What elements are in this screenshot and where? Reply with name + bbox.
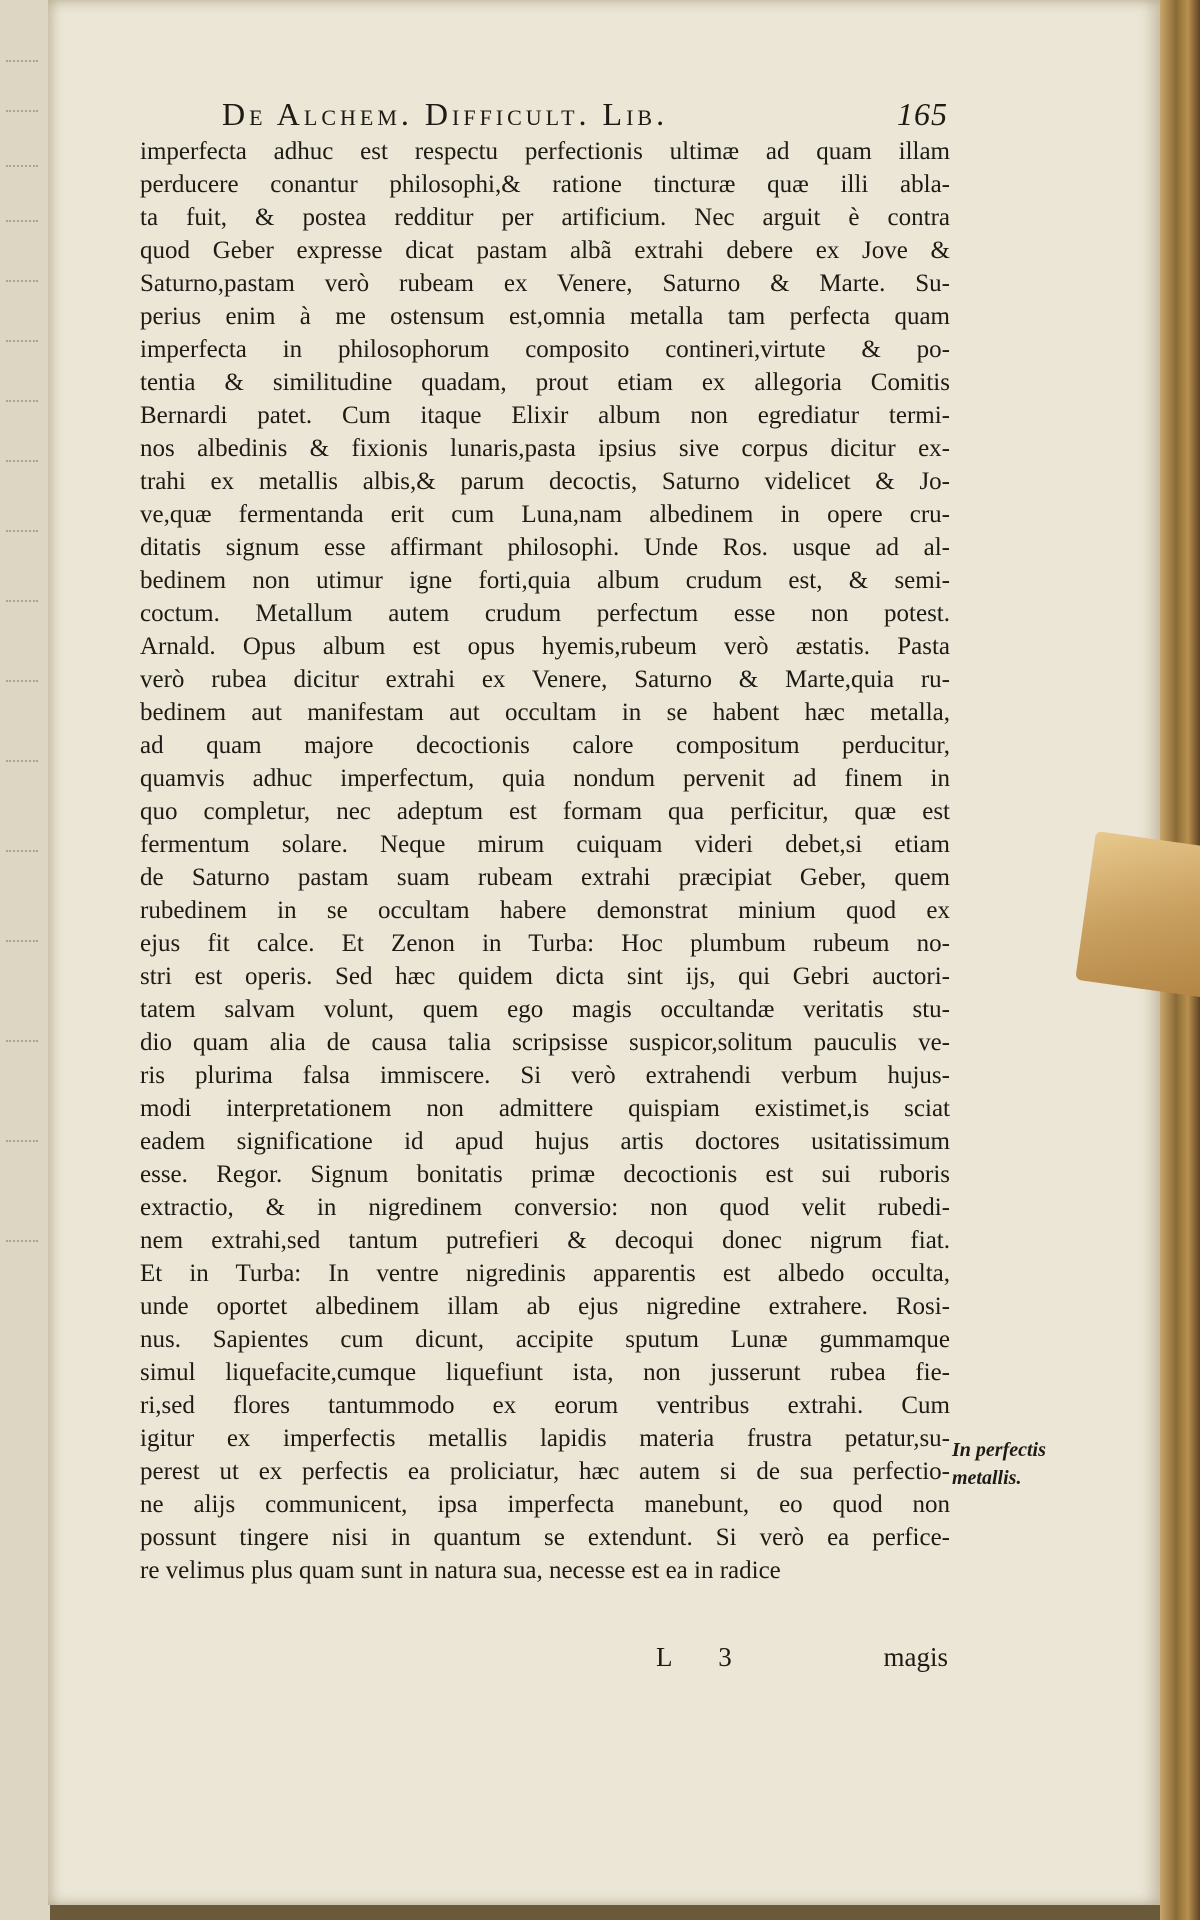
text-line: rubedinem in se occultam habere demonstrat minium quod ex xyxy=(140,897,950,924)
text-line: ris plurima falsa immiscere. Si verò extrahendi verbum hujus- xyxy=(140,1062,950,1089)
text-line: nos albedinis & fixionis lunaris,pasta ipsius sive corpus dicitur ex- xyxy=(140,435,950,462)
text-line: fermentum solare. Neque mirum cuiquam videri debet,si etiam xyxy=(140,831,950,858)
text-line: bedinem non utimur igne forti,quia album crudum est, & semi- xyxy=(140,567,950,594)
text-line: imperfecta adhuc est respectu perfectionis ultimæ ad quam illam xyxy=(140,138,950,165)
bleed-through-line xyxy=(6,680,38,696)
text-line: nus. Sapientes cum dicunt, accipite sputum Lunæ gummamque xyxy=(140,1326,950,1353)
text-line: perest ut ex perfectis ea proliciatur, hæc autem si de sua perfectio- xyxy=(140,1458,950,1485)
catchword: magis xyxy=(883,1642,948,1672)
text-line: Saturno,pastam verò rubeam ex Venere, Saturno & Marte. Su- xyxy=(140,270,950,297)
text-line: re velimus plus quam sunt in natura sua, necesse est ea in radice xyxy=(140,1557,781,1584)
text-line: tatem salvam volunt, quem ego magis occultandæ veritatis stu- xyxy=(140,996,950,1023)
text-line: trahi ex metallis albis,& parum decoctis, Saturno videlicet & Jo- xyxy=(140,468,950,495)
bleed-through-line xyxy=(6,1140,38,1156)
bleed-through-line xyxy=(6,940,38,956)
page-number: 165 xyxy=(897,96,948,132)
book-page xyxy=(48,0,1160,1905)
text-line: imperfecta in philosophorum composito contineri,virtute & po- xyxy=(140,336,950,363)
text-line: perius enim à me ostensum est,omnia metalla tam perfecta quam xyxy=(140,303,950,330)
text-line: simul liquefacite,cumque liquefiunt ista, non jusserunt rubea fie- xyxy=(140,1359,950,1386)
text-line: tentia & similitudine quadam, prout etiam ex allegoria Comitis xyxy=(140,369,950,396)
text-line: ri,sed flores tantummodo ex eorum ventribus extrahi. Cum xyxy=(140,1392,950,1419)
bleed-through-line xyxy=(6,60,38,76)
bleed-through-line xyxy=(6,850,38,866)
page-footer xyxy=(648,1642,948,1678)
running-head: De Alchem. Difficult. Lib. xyxy=(222,96,669,132)
wooden-bookmark xyxy=(1075,831,1200,999)
bleed-through-line xyxy=(6,600,38,616)
bleed-through-line xyxy=(6,340,38,356)
text-line: quod Geber expresse dicat pastam albã extrahi debere ex Jove & xyxy=(140,237,950,264)
text-line: modi interpretationem non admittere quispiam existimet,is sciat xyxy=(140,1095,950,1122)
bleed-through-line xyxy=(6,280,38,296)
marginal-note-line: In perfectis xyxy=(952,1439,1046,1461)
text-line: dio quam alia de causa talia scripsisse suspicor,solitum pauculis ve- xyxy=(140,1029,950,1056)
page-header xyxy=(222,96,948,138)
text-line: ad quam majore decoctionis calore compositum perducitur, xyxy=(140,732,950,759)
text-line: nem extrahi,sed tantum putrefieri & decoqui donec nigrum fiat. xyxy=(140,1227,950,1254)
text-line: coctum. Metallum autem crudum perfectum esse non potest. xyxy=(140,600,950,627)
text-line: esse. Regor. Signum bonitatis primæ decoctionis est sui ruboris xyxy=(140,1161,950,1188)
text-line: quamvis adhuc imperfectum, quia nondum pervenit ad finem in xyxy=(140,765,950,792)
text-line: verò rubea dicitur extrahi ex Venere, Saturno & Marte,quia ru- xyxy=(140,666,950,693)
text-line: ne alijs communicent, ipsa imperfecta manebunt, eo quod non xyxy=(140,1491,950,1518)
text-line: ditatis signum esse affirmant philosophi. Unde Ros. usque ad al- xyxy=(140,534,950,561)
body-text xyxy=(140,135,950,1587)
text-line: ta fuit, & postea redditur per artificium. Nec arguit è contra xyxy=(140,204,950,231)
text-line: Et in Turba: In ventre nigredinis apparentis est albedo occulta, xyxy=(140,1260,950,1287)
bleed-through-line xyxy=(6,1240,38,1256)
bleed-through-line xyxy=(6,400,38,416)
bleed-through-line xyxy=(6,760,38,776)
text-line: Bernardi patet. Cum itaque Elixir album non egrediatur termi- xyxy=(140,402,950,429)
bleed-through-line xyxy=(6,165,38,181)
text-line: perducere conantur philosophi,& ratione tincturæ quæ illi abla- xyxy=(140,171,950,198)
text-line: ve,quæ fermentanda erit cum Luna,nam albedinem in opere cru- xyxy=(140,501,950,528)
signature-mark: L 3 xyxy=(656,1642,752,1672)
text-line: de Saturno pastam suam rubeam extrahi præcipiat Geber, quem xyxy=(140,864,950,891)
text-line: unde oportet albedinem illam ab ejus nigredine extrahere. Rosi- xyxy=(140,1293,950,1320)
text-line: Arnald. Opus album est opus hyemis,rubeum verò æstatis. Pasta xyxy=(140,633,950,660)
bleed-through-line xyxy=(6,110,38,126)
bleed-through-line xyxy=(6,1040,38,1056)
previous-page-edge xyxy=(0,0,50,1920)
marginal-note-line: metallis. xyxy=(952,1467,1022,1489)
marginal-note xyxy=(952,1436,1082,1492)
text-line: extractio, & in nigredinem conversio: non quod velit rubedi- xyxy=(140,1194,950,1221)
bleed-through-line xyxy=(6,220,38,236)
text-line: bedinem aut manifestam aut occultam in se habent hæc metalla, xyxy=(140,699,950,726)
bleed-through-line xyxy=(6,530,38,546)
text-line: stri est operis. Sed hæc quidem dicta sint ijs, qui Gebri auctori- xyxy=(140,963,950,990)
text-line: igitur ex imperfectis metallis lapidis materia frustra petatur,su- xyxy=(140,1425,950,1452)
text-line: eadem significatione id apud hujus artis doctores usitatissimum xyxy=(140,1128,950,1155)
text-line: quo completur, nec adeptum est formam qua perficitur, quæ est xyxy=(140,798,950,825)
text-line: ejus fit calce. Et Zenon in Turba: Hoc plumbum rubeum no- xyxy=(140,930,950,957)
text-line: possunt tingere nisi in quantum se extendunt. Si verò ea perfice- xyxy=(140,1524,950,1551)
bleed-through-line xyxy=(6,460,38,476)
